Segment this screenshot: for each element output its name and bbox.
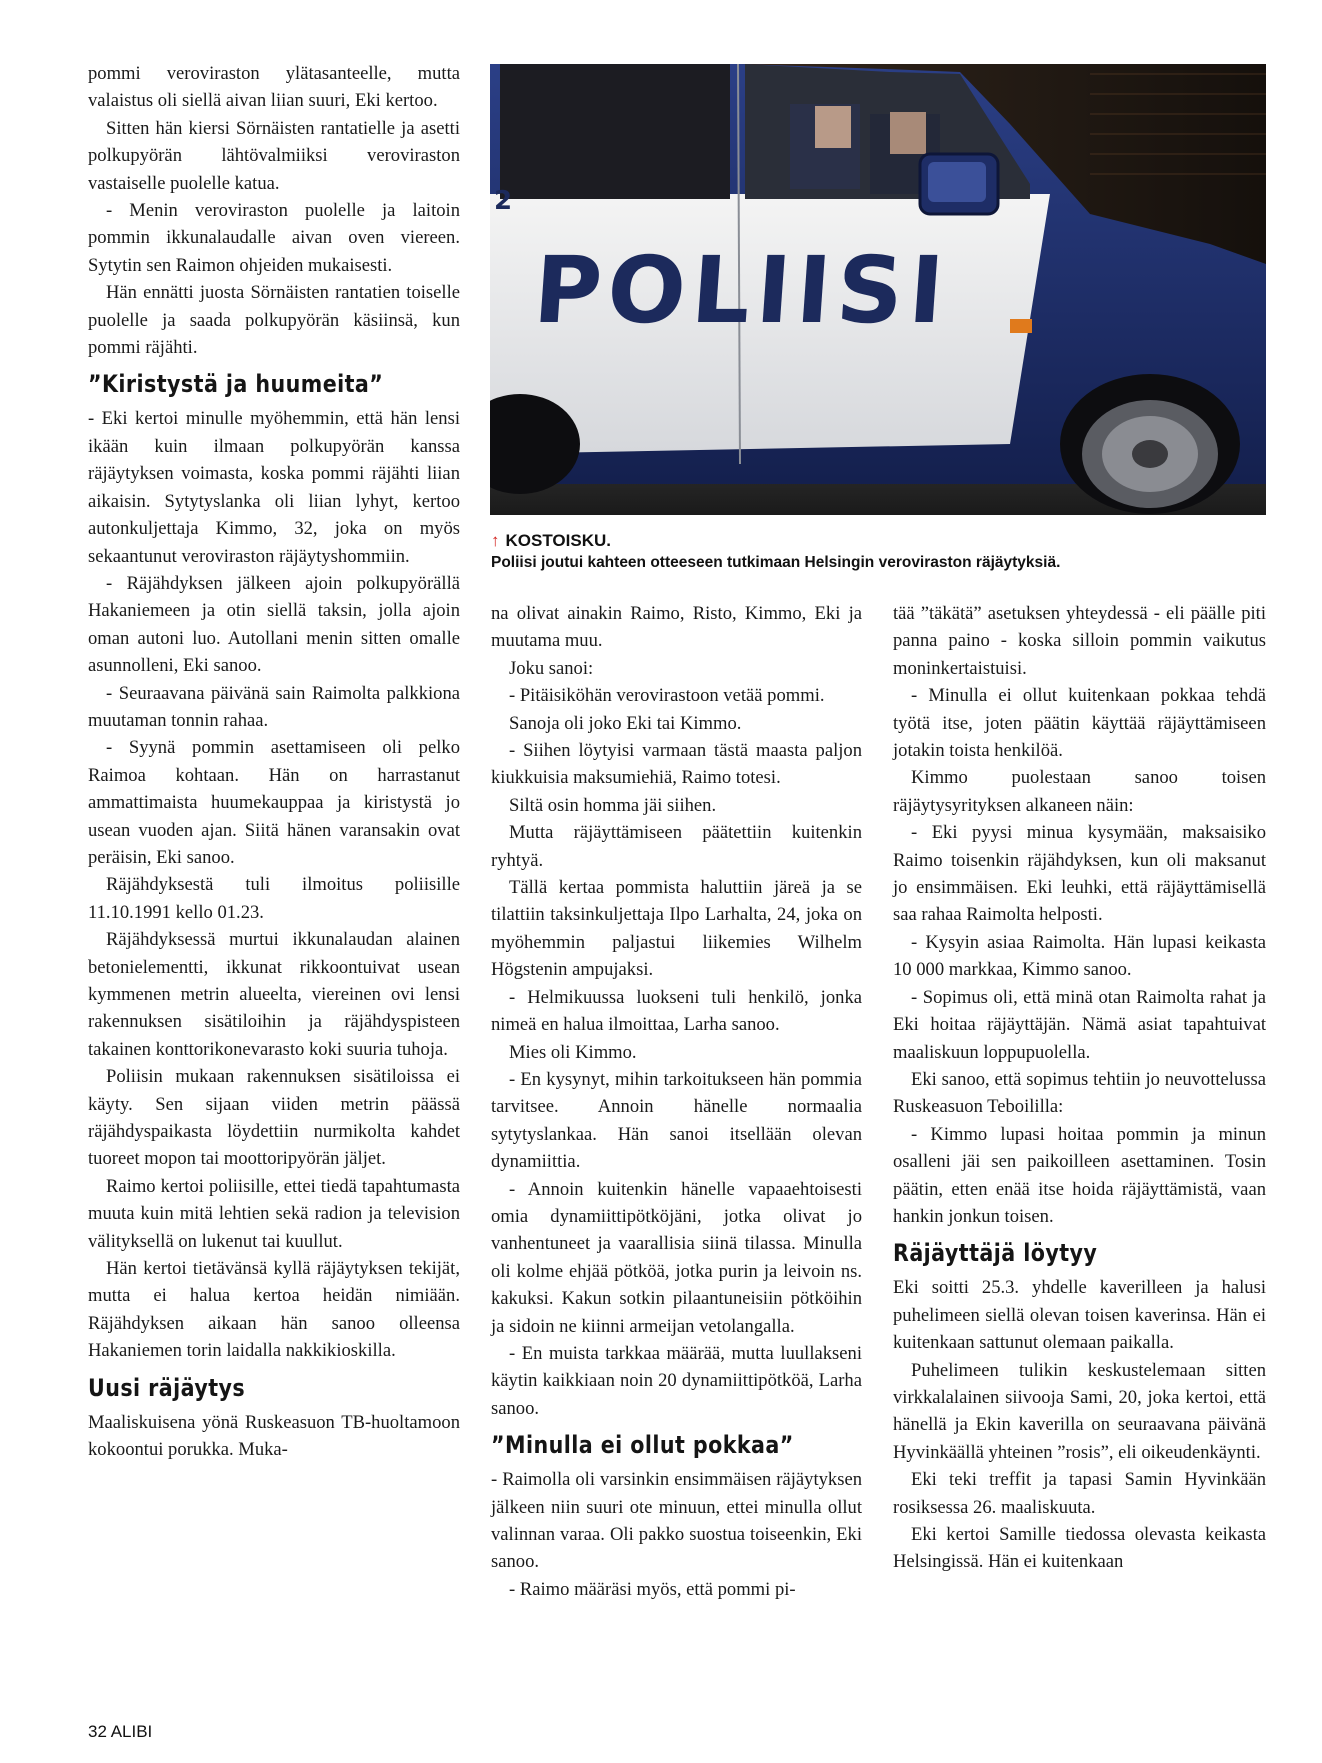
paragraph: - En muista tarkkaa määrää, mutta luullakseni käytin kaikkiaan noin 20 dynamiittipötköä, Larha sanoo. — [491, 1342, 862, 1419]
paragraph: - Helmikuussa luokseni tuli henkilö, jonka nimeä en halua ilmoittaa, Larha sanoo. — [491, 986, 862, 1036]
paragraph: Tällä kertaa pommista haluttiin järeä ja se tilattiin taksinkuljettaja Ilpo Larhalta, 24, joka on myöhemmin paljastui liikemies Wilhelm Högstenin ampujaksi. — [491, 877, 862, 981]
article-column-3 — [893, 600, 1266, 1576]
caption-kicker — [491, 530, 1271, 552]
subheading: Uusi räjäytys — [88, 1373, 246, 1402]
paragraph: Joku sanoi: — [509, 657, 594, 679]
paragraph: - Siihen löytyisi varmaan tästä maasta paljon kiukkuisia maksumiehiä, Raimo totesi. — [491, 740, 862, 789]
side-number-text: 2 — [494, 186, 513, 216]
paragraph: - Syynä pommin asettamiseen oli pelko Raimoa kohtaan. Hän on harrastanut ammattimaista huumekauppaa ja kiristystä jo usean vuoden ajan. Siitä hänen varansakin ovat peräisin, Eki sanoo. — [88, 737, 460, 868]
subheading: ”Kiristystä ja huumeita” — [88, 370, 384, 399]
page-footer: 32 ALIBI — [88, 1722, 153, 1741]
paragraph: Eki kertoi Samille tiedossa olevasta keikasta Helsingissä. Hän ei kuitenkaan — [893, 1524, 1266, 1573]
article-column-2 — [491, 600, 862, 1603]
subheading: Räjäyttäjä löytyy — [893, 1239, 1098, 1268]
paragraph: Eki teki treffit ja tapasi Samin Hyvinkään rosiksessa 26. maaliskuuta. — [893, 1469, 1266, 1518]
article-column-1 — [88, 60, 460, 1464]
paragraph: Mies oli Kimmo. — [509, 1041, 637, 1063]
paragraph: Sitten hän kiersi Sörnäisten rantatielle ja asetti polkupyörän lähtövalmiiksi veroviraston vastaiselle puolelle katua. — [88, 117, 460, 194]
paragraph: Puhelimeen tulikin keskustelemaan sitten virkkalalainen siivooja Sami, 20, joka kertoi, että hänellä ja Ekin kaverilla on seuraavana päivänä Hyvinkäällä yhteinen ”rosis”, eli oikeudenkäynti. — [893, 1359, 1266, 1463]
paragraph: - Raimo määräsi myös, että pommi pi- — [509, 1578, 796, 1600]
paragraph: - Eki kertoi minulle myöhemmin, että hän lensi ikään kuin ilmaan polkupyörän kanssa räjäytyksen voimasta, koska pommi räjähti liian aikaisin. Sytytyslanka oli liian lyhyt, kertoo autonkuljettaja Kimmo, 32, joka on myös sekaantunut veroviraston räjäytyshommiin. — [88, 408, 460, 567]
paragraph: - Eki pyysi minua kysymään, maksaisiko Raimo toisenkin räjähdyksen, kun oli maksanut jo ensimmäisen. Eki leuhki, että räjäyttämisellä saa rahaa Raimolta helposti. — [893, 822, 1266, 926]
paragraph: - Sopimus oli, että minä otan Raimolta rahat ja Eki hoitaa räjäyttäjän. Nämä asiat tapahtuivat maaliskuun loppupuolella. — [893, 986, 1266, 1063]
paragraph: - Räjähdyksen jälkeen ajoin polkupyörällä Hakaniemeen ja otin siellä taksin, jolla ajoin oman autoni luo. Autollani menin sitten omalle asunnolleni, Eki sanoo. — [88, 572, 460, 677]
police-van-photo — [490, 64, 1266, 515]
paragraph: Raimo kertoi poliisille, ettei tiedä tapahtumasta muuta kuin mitä lehtien sekä radion ja television välityksellä on lukenut tai kuullut. — [88, 1175, 460, 1252]
paragraph: Räjähdyksessä murtui ikkunalaudan alainen betonielementti, ikkunat rikkoontuivat usean kymmenen metrin alueelta, viereinen ovi lensi rakennuksen sisätiloihin ja räjähdyspisteen takainen konttorikonevarasto koki suuria tuhoja. — [88, 929, 460, 1060]
paragraph: Eki sanoo, että sopimus tehtiin jo neuvottelussa Ruskeasuon Teboililla: — [893, 1068, 1266, 1118]
paragraph: - Kimmo lupasi hoitaa pommin ja minun osalleni jäi sen paikoilleen asettaminen. Tosin päätin, etten enää itse hoida räjäyttämistä, vaan hankin jonkun toisen. — [893, 1123, 1266, 1227]
paragraph: Hän kertoi tietävänsä kyllä räjäytyksen tekijät, mutta ei halua kertoa heidän nimiään. Räjähdyksen aikaan hän sanoo olleensa Hakaniemen torin laidalla nakkikioskilla. — [88, 1258, 460, 1362]
paragraph: - Pitäisiköhän verovirastoon vetää pommi. — [509, 685, 825, 707]
paragraph: Hän ennätti juosta Sörnäisten rantatien toiselle puolelle ja saada polkupyörän käsiinsä, kun pommi räjähti. — [88, 282, 460, 359]
paragraph: - Raimolla oli varsinkin ensimmäisen räjäytyksen jälkeen niin suuri ote minuun, ettei minulla ollut valinnan varaa. Oli pakko suostua toiseenkin, Eki sanoo. — [491, 1469, 862, 1573]
paragraph: Sanoja oli joko Eki tai Kimmo. — [509, 712, 742, 734]
paragraph: - Annoin kuitenkin hänelle vapaaehtoisesti omia dynamiittipötköjäni, jotka olivat jo vanhentuneet ja vaarallisia siinä tilassa. Minulla oli kolme ehjää pötköä, jotka purin ja leivoin ns. kakuksi. Kakun sotkin pilaantuneisiin pötköihin ja sidoin ne kiinni armeijan vetolangalla. — [491, 1178, 862, 1337]
arrow-up-icon: ↑ — [491, 531, 500, 550]
paragraph: Maaliskuisena yönä Ruskeasuon TB-huoltamoon kokoontui porukka. Muka- — [88, 1411, 460, 1461]
paragraph: - Minulla ei ollut kuitenkaan pokkaa tehdä työtä itse, joten päätin käyttää räjäyttämiseen jotakin toista henkilöä. — [893, 685, 1266, 762]
paragraph: - En kysynyt, mihin tarkoitukseen hän pommia tarvitsee. Annoin hänelle normaalia sytytyslankaa. Hän sanoi itsellään olevan dynamiittia. — [491, 1068, 862, 1173]
paragraph: Kimmo puolestaan sanoo toisen räjäytysyrityksen alkaneen näin: — [893, 767, 1266, 816]
paragraph: pommi veroviraston ylätasanteelle, mutta valaistus oli siellä aivan liian suuri, Eki kertoo. — [88, 63, 460, 112]
photo-caption — [491, 530, 1271, 574]
paragraph: Poliisin mukaan rakennuksen sisätiloissa ei käyty. Sen sijaan viiden metrin päässä räjähdyspaikasta löydettiin nurmikolta kahdet tuoreet mopon tai moottoripyörän jäljet. — [88, 1066, 460, 1170]
paragraph: - Seuraavana päivänä sain Raimolta palkkiona muutaman tonnin rahaa. — [88, 682, 460, 731]
paragraph: - Kysyin asiaa Raimolta. Hän lupasi keikasta 10 000 markkaa, Kimmo sanoo. — [893, 931, 1266, 981]
caption-kicker-text: KOSTOISKU. — [505, 531, 611, 550]
caption-text: Poliisi joutui kahteen otteeseen tutkimaan Helsingin veroviraston räjäytyksiä. — [491, 554, 1061, 571]
paragraph: Eki soitti 25.3. yhdelle kaverilleen ja halusi puhelimeen siellä olevan toisen kaverinsa. Hän ei kuitenkaan sattunut olemaan paikalla. — [893, 1277, 1266, 1354]
poliisi-text: POLIISI — [530, 237, 954, 344]
paragraph: Mutta räjäyttämiseen päätettiin kuitenkin ryhtyä. — [491, 822, 862, 871]
paragraph: - Menin veroviraston puolelle ja laitoin pommin ikkunalaudalle aivan oven viereen. Sytytin sen Raimon ohjeiden mukaisesti. — [88, 200, 460, 276]
paragraph: Räjähdyksestä tuli ilmoitus poliisille 11.10.1991 kello 01.23. — [88, 874, 460, 923]
police-van-illustration — [490, 64, 1266, 515]
paragraph: na olivat ainakin Raimo, Risto, Kimmo, Eki ja muutama muu. — [491, 603, 862, 652]
subheading: ”Minulla ei ollut pokkaa” — [491, 1431, 794, 1460]
paragraph: Siltä osin homma jäi siihen. — [509, 794, 717, 816]
paragraph: tää ”täkätä” asetuksen yhteydessä - eli päälle piti panna paino - koska silloin pommin vaikutus moninkertaistuisi. — [893, 603, 1266, 679]
